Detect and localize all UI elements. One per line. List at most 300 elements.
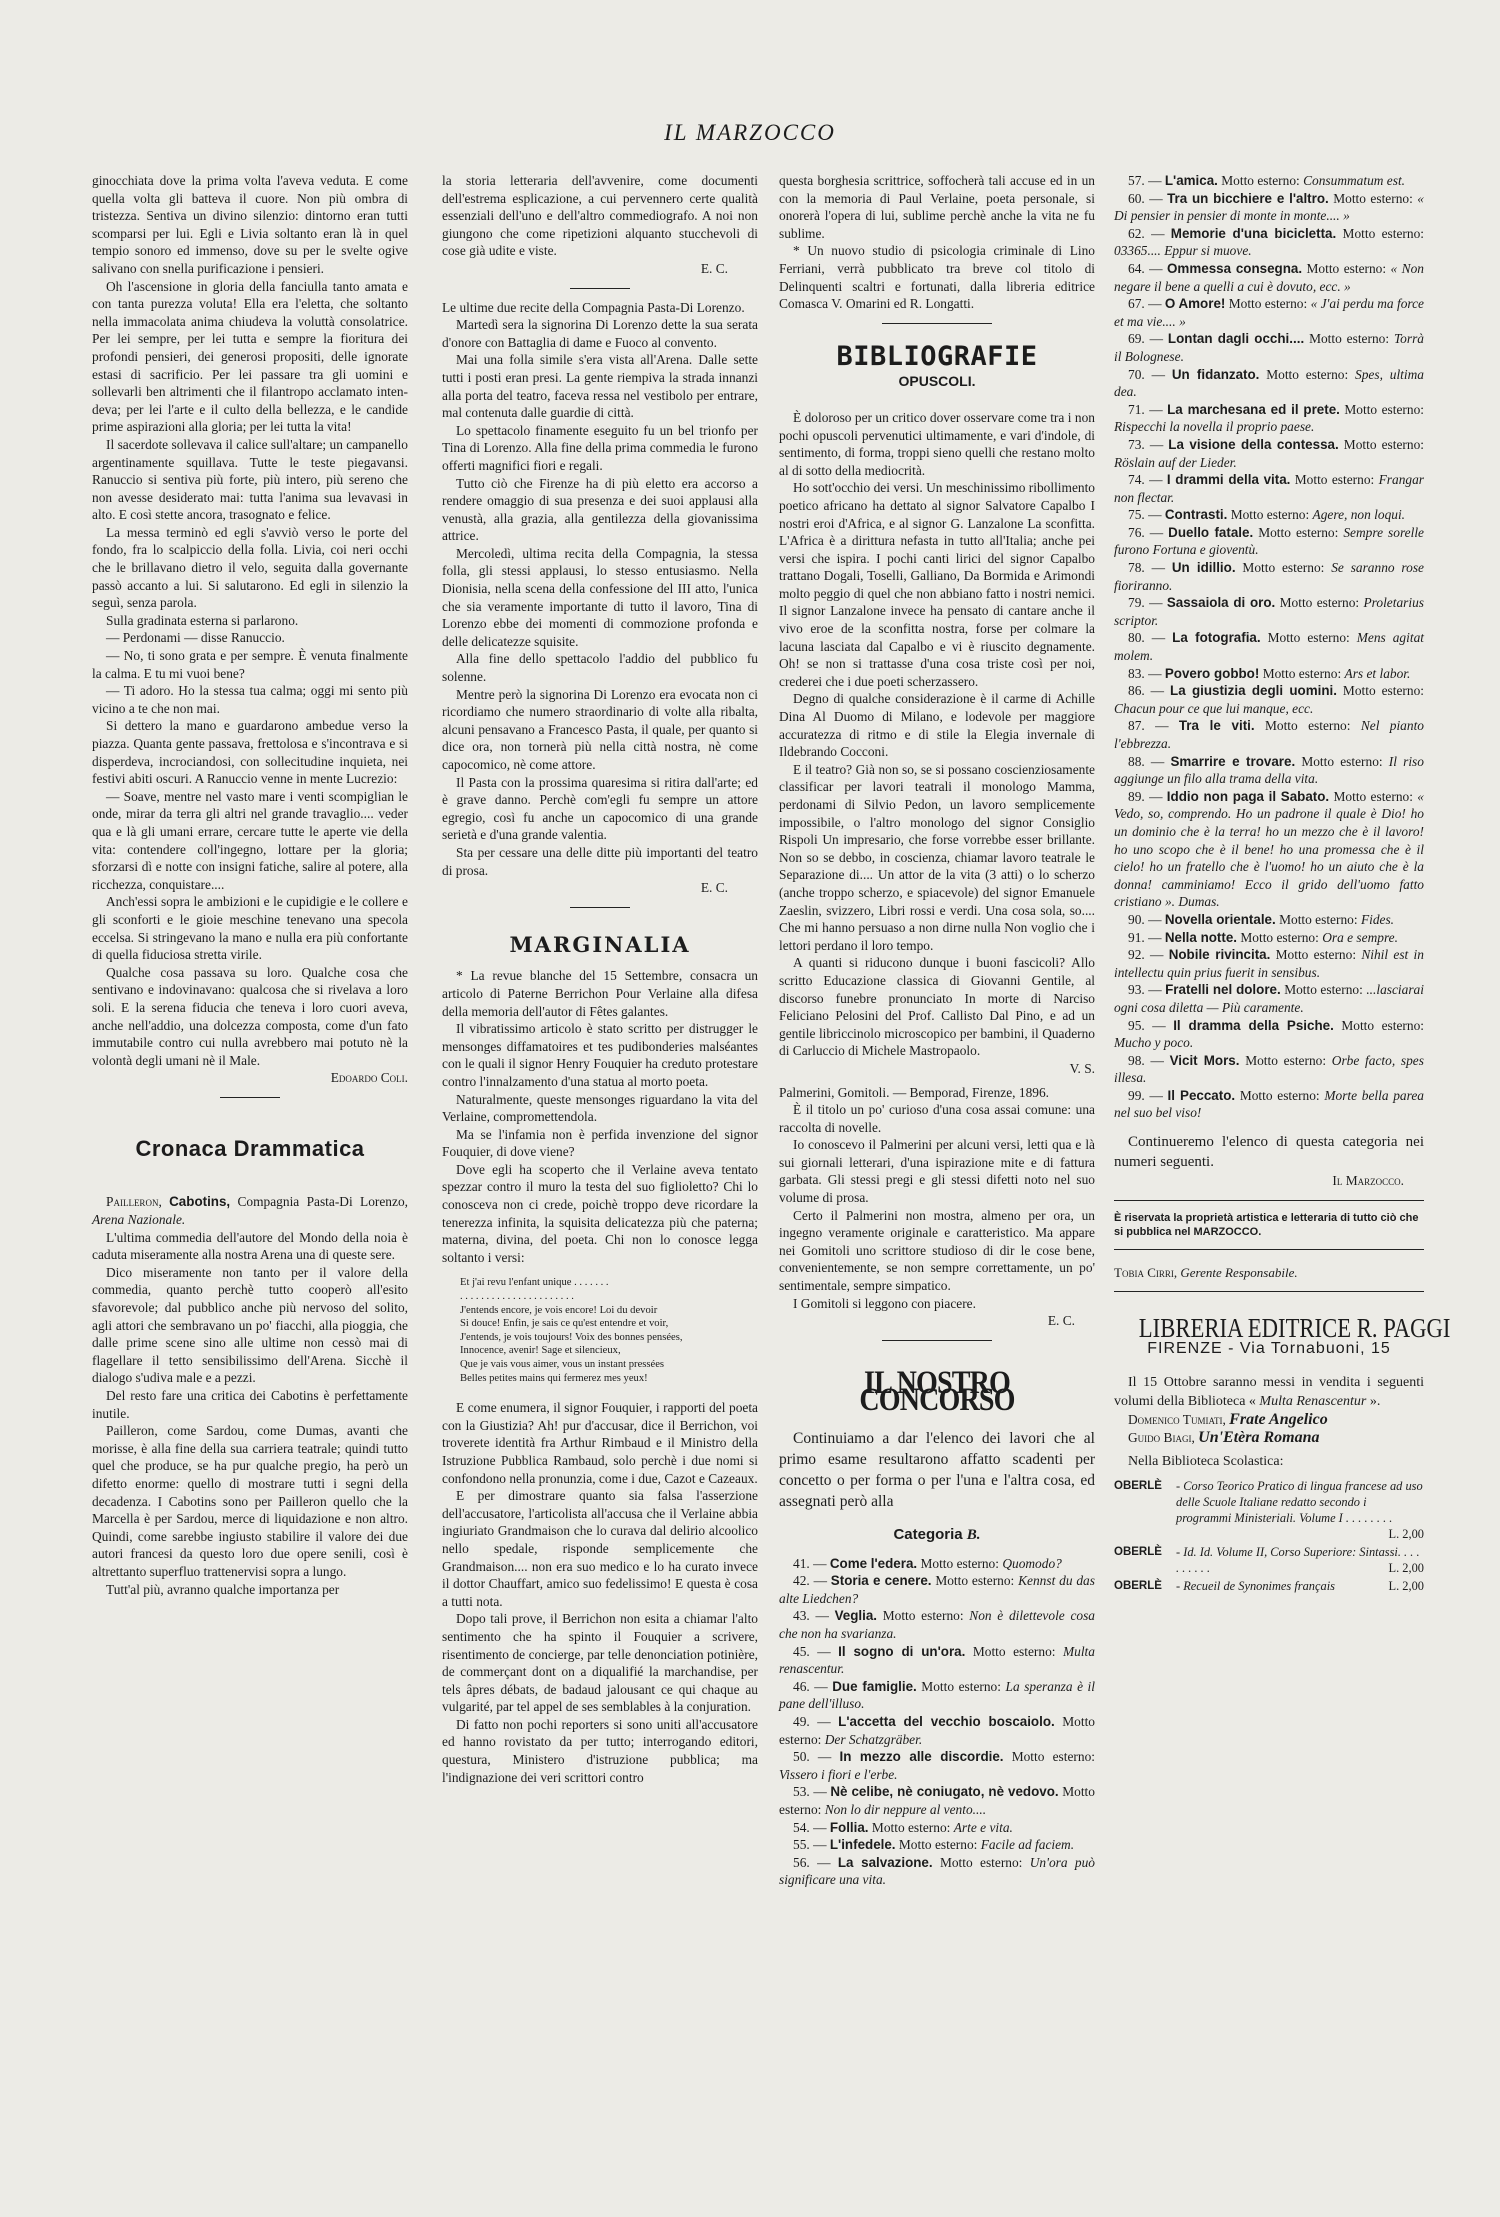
entry-title: Iddio non paga il Sabato. xyxy=(1166,788,1330,804)
entry-motto: Un'ora può significare una vita. xyxy=(779,1854,1095,1888)
entry-title: Il sogno di un'ora. xyxy=(838,1643,966,1659)
entry-motto-label: Motto esterno: xyxy=(1333,788,1413,804)
palmerini-heading: Palmerini, Gomitoli. — Bemporad, Firenze, 1896. xyxy=(779,1084,1050,1100)
entry-motto: 03365.... Eppur si muove. xyxy=(1114,243,1252,259)
entry-motto-label: Motto esterno: xyxy=(1228,296,1308,312)
concorso-entry: 75. — Contrasti. Motto esterno: Agere, non loqui. xyxy=(1128,507,1406,523)
entry-motto: Ora e sempre. xyxy=(1322,929,1398,945)
entry-motto: Facile ad faciem. xyxy=(980,1837,1075,1853)
libreria-series: Multa Renascentur xyxy=(1259,1394,1367,1410)
entry-title: I drammi della vita. xyxy=(1166,472,1291,488)
entry-motto: Orbe facto, spes illesa. xyxy=(1114,1052,1424,1086)
entry-title: Un fidanzato. xyxy=(1171,366,1260,382)
paragraph: Mentre però la signorina Di Lorenzo era evocata non ci ricordiamo che numero straordinario di volte alla ribalta, alcuni pensavano a Francesco Pasta, il quale, per quanto si dice ora, non tornerà più nella città nostra, nè come capocomico, nè come attore. xyxy=(442,686,758,772)
gerente-line xyxy=(1114,1264,1424,1282)
categoria-label: Categoria xyxy=(893,1526,963,1543)
concorso-entry: 86. — La giustizia degli uomini. Motto esterno: Chacun pour ce que lui manque, ecc. xyxy=(1114,683,1424,716)
marginalia-continued xyxy=(779,172,1095,313)
entry-motto: Il riso aggiunge un filo alla trama della vita. xyxy=(1114,753,1424,787)
entry-number: 56. xyxy=(793,1854,810,1870)
entry-motto-label: Motto esterno: xyxy=(1342,683,1424,699)
entry-motto-label: Motto esterno: xyxy=(1245,1052,1327,1068)
categoria-letter: B. xyxy=(966,1527,981,1543)
cronaca-venue: Arena Nazionale. xyxy=(92,1212,186,1228)
entry-motto: Fides. xyxy=(1360,911,1395,927)
entry-motto: Arte e vita. xyxy=(953,1819,1013,1835)
entry-number: 90. xyxy=(1128,911,1145,927)
paragraph: Tutt'al più, avranno qualche importanza per xyxy=(106,1581,340,1597)
entry-number: 42. xyxy=(793,1573,810,1589)
concorso-entry: 78. — Un idillio. Motto esterno: Se saranno rose fioriranno. xyxy=(1114,560,1424,593)
paragraph: Lo spettacolo finamente eseguito fu un bel trionfo per Tina di Lorenzo. Alla fine della prima commedia le furono offerti magnifici fiori e regali. xyxy=(442,422,758,473)
paragraph: E come enumera, il signor Fouquier, i rapporti del poeta con la Giustizia? Ah! pur d'accusar, dice il Berrichon, voi troverete identità fra Arthur Rimbaud e il Ministro della Istruzione Pubblica Rambaud, solo perchè i due nomi si confondono nella pronunzia, come i due, Cazot e Cazeaux. xyxy=(442,1400,758,1486)
entry-title: Storia e cenere. xyxy=(830,1573,932,1589)
paragraph: Tutto ciò che Firenze ha di più eletto era accorso a rendere omaggio di sua presenza e dei suoi applausi alla venustà, alla grazia, alla gentilezza della giovanissima attrice. xyxy=(442,475,758,544)
libreria-intro xyxy=(1114,1373,1424,1411)
author-name: Guido Biagi, xyxy=(1128,1430,1195,1446)
entry-title: Povero gobbo! xyxy=(1164,665,1260,681)
story-signature: Edoardo Coli. xyxy=(330,1070,408,1086)
cronaca-continued xyxy=(442,172,758,260)
book-row xyxy=(1114,1478,1424,1542)
entry-motto-label: Motto esterno: xyxy=(1230,507,1310,523)
paragraph: * Un nuovo studio di psicologia criminale di Lino Ferriani, verrà pubblicato tra breve col titolo di Delinquenti scaltri e fortunati, dalla libreria editrice Comasca V. Omarini ed R. Longatti. xyxy=(779,243,1095,312)
paragraph: La messa terminò ed egli s'avviò verso le porte del fondo, fra lo scalpiccio della folla. Livia, coi neri occhi che le brillavano dietro il velo, seguita dalla governante passò accanto a lui. Si salutarono. Ed egli in silenzio la seguì, senza parola. xyxy=(92,524,408,611)
book-title: - Recueil de Synonimes français xyxy=(1176,1579,1335,1594)
book-announcement-1 xyxy=(1114,1411,1424,1429)
concorso-entry: 71. — La marchesana ed il prete. Motto esterno: Rispecchi la novella il proprio paese. xyxy=(1114,401,1425,435)
book-price: L. 2,00 xyxy=(1388,1579,1424,1594)
entry-number: 50. xyxy=(793,1749,810,1765)
book-row xyxy=(1114,1544,1424,1576)
concorso-entry: 83. — Povero gobbo! Motto esterno: Ars et labor. xyxy=(1128,665,1411,681)
entry-number: 80. xyxy=(1128,630,1145,646)
paragraph: Il vibratissimo articolo è stato scritto per distrugger le mensonges diffamatoires et tes pudibonderies malséantes con le quali il signor Henry Fouquier ha creduto protestare contro l'innalzamento d'una statua al morto poeta. xyxy=(442,1021,758,1089)
cronaca-heading xyxy=(92,1193,408,1228)
entry-motto-label: Motto esterno: xyxy=(1333,190,1413,206)
entry-motto: Nel pianto l'ebbrezza. xyxy=(1114,718,1424,751)
paragraph: Mercoledì, ultima recita della Compagnia, la stessa folla, gli stessi applausi, lo stesso entusiasmo. Nella Dionisia, nella scena della confessione del III atto, l'unica che sia veramente importante di tutto il lavoro, Tina di Lorenzo ebbe dei momenti di commozione profonda e delle delicatezze squisite. xyxy=(442,545,758,649)
entry-motto-label: Motto esterno: xyxy=(972,1643,1056,1659)
entry-number: 64. xyxy=(1128,260,1145,276)
entry-motto-label: Motto esterno: xyxy=(1284,982,1363,998)
entry-motto-label: Motto esterno: xyxy=(935,1573,1015,1589)
concorso-entry: 60. — Tra un bicchiere e l'altro. Motto esterno: « Di pensier in pensier di monte in monte.... » xyxy=(1114,190,1424,224)
paragraph: — Perdonami — disse Ranuccio. xyxy=(106,630,285,646)
entry-number: 41. xyxy=(793,1555,810,1571)
concorso-entry: 79. — Sassaiola di oro. Motto esterno: Proletarius scriptor. xyxy=(1114,595,1424,628)
book-description xyxy=(1176,1578,1424,1594)
entry-title: Novella orientale. xyxy=(1164,911,1276,927)
entry-motto-label: Motto esterno: xyxy=(939,1854,1023,1870)
paragraph: Ho sott'occhio dei versi. Un meschinissimo ribollimento poetico africano ha dettato al signor Salvatore Capalbo I nostri eroi d'Africa, e al signor G. Lanzalone La sconfitta. L'Africa è a dirittura nefasta in tutto all'Italia; anche pei versi che ispira. I pochi canti lirici del signor Capalbo trattano Dogali, Toselli, Galliano, Da Bormida e Arimondi molto peggio di quel che non abbiano fatto i nostri nemici. Il signor Lanzalone invece ha pensato di cantare anche il vivo eroe de la sconfitta nostra, forse per colmare la lacuna lasciata dal Capalbo e vi è riuscito degnamente. Oh! se non si trattasse d'una cosa triste così per noi, crederei che i due poeti scherzassero. xyxy=(779,480,1095,689)
column-1 xyxy=(92,172,408,1598)
entry-motto-label: Motto esterno: xyxy=(1343,436,1424,452)
paragraph: — Soave, mentre nel vasto mare i venti scompiglian le onde, mirar da terra gli altri nel grande travaglio.... veder qua e là gli umani errare, cercare tutte le aperte vie della vita: contendere coll'ingegno, lottare per la gloria; sforzarsi dì e notte con insigni fatiche, salire al potere, alla ricchezza, conquistare.... xyxy=(92,788,408,892)
palmerini-text xyxy=(779,1101,1095,1312)
paragraph: Anch'essi sopra le ambizioni e le cupidigie e le collere e gli sconforti e le gioie meschine tenevano una specola eccelsa. Si stringevano la mano e nulla era più confortante di quella fiduciosa stretta virile. xyxy=(92,894,408,963)
entry-motto-label: Motto esterno: xyxy=(898,1837,978,1853)
entry-motto-label: Motto esterno: xyxy=(1266,366,1349,382)
paragraph: A quanti si riducono dunque i buoni fascicoli? Allo scritto Educazione classica di Giovanni Gentile, al discorso funebre pronunciato In morte di Narciso Feliciano Pelosini del Prof. Callisto Dal Pino, e ad un gentile libriccinolo microscopico per bambini, il Quaderno di Carluccio di Michele Mastropaolo. xyxy=(779,955,1095,1059)
poem-line: Et j'ai revu l'enfant unique . . . . . . . xyxy=(460,1277,609,1289)
column-4 xyxy=(1114,172,1451,1596)
entry-number: 99. xyxy=(1128,1087,1145,1103)
entry-number: 53. xyxy=(793,1784,810,1800)
paragraph: Martedì sera la signorina Di Lorenzo dette la sua serata d'onore con Battaglia di dame e Fuoco al convento. xyxy=(442,317,758,350)
concorso-intro: Continuiamo a dar l'elenco dei lavori che al primo esame resultarono affatto scadenti per concetto o per forma o per l'una e l'altra cosa, ed assegnati però alla xyxy=(779,1430,1095,1510)
concorso-entry: 76. — Duello fatale. Motto esterno: Sempre sorelle furono Fortuna e gioventù. xyxy=(1114,524,1424,558)
concorso-entry: 62. — Memorie d'una bicicletta. Motto esterno: 03365.... Eppur si muove. xyxy=(1114,225,1424,259)
divider xyxy=(220,1097,280,1098)
concorso-entry: 70. — Un fidanzato. Motto esterno: Spes, ultima dea. xyxy=(1114,366,1424,400)
entry-motto-label: Motto esterno: xyxy=(1306,260,1387,276)
libreria-address: FIRENZE - Via Tornabuoni, 15 xyxy=(1147,1339,1391,1357)
entry-motto: Chacun pour ce que lui manque, ecc. xyxy=(1114,700,1314,716)
divider xyxy=(882,323,992,324)
cronaca-author: Pailleron, xyxy=(106,1194,162,1210)
entry-title: L'accetta del vecchio boscaiolo. xyxy=(838,1713,1055,1729)
entry-number: 78. xyxy=(1128,560,1145,576)
entry-motto: Frangar non flectar. xyxy=(1114,472,1424,505)
entry-motto-label: Motto esterno: xyxy=(920,1555,999,1571)
entry-number: 98. xyxy=(1128,1052,1145,1068)
concorso-entry: 46. — Due famiglie. Motto esterno: La speranza è il pane dell'illuso. xyxy=(779,1678,1096,1712)
paragraph: Degno di qualche considerazione è il carme di Achille Dina Al Duomo di Milano, e lodevole per maggiore accuratezza di ritmo e di stile la Elegia invernale di Ildebrando Cocconi. xyxy=(779,691,1095,760)
concorso-entries-continued xyxy=(1114,172,1424,1122)
entry-title: Memorie d'una bicicletta. xyxy=(1170,225,1337,241)
concorso-entry: 98. — Vicit Mors. Motto esterno: Orbe facto, spes illesa. xyxy=(1114,1052,1424,1086)
entry-title: La giustizia degli uomini. xyxy=(1170,683,1337,699)
entry-number: 87. xyxy=(1128,718,1145,734)
concorso-entry: 88. — Smarrire e trovare. Motto esterno: Il riso aggiunge un filo alla trama della vita. xyxy=(1114,753,1424,787)
entry-motto: Rispecchi la novella il proprio paese. xyxy=(1114,419,1315,435)
entry-number: 57. xyxy=(1128,173,1145,188)
paragraph: Dico miseramente non tanto per il valore della commedia, quanto perchè tutto cooperò all'esito sfavorevole; dal pubblico anche più nervoso del solito, agli attori che sembravano un po' fiacchi, alla pioggia, che dalle prime scene sino alle ultime non cessò mai di flagellare il tetto sensibilissimo dell'Arena. Sicchè il dialogo s'udiva male e a pezzi. xyxy=(92,1264,408,1386)
work-title: Frate Angelico xyxy=(1229,1411,1328,1429)
signature: E. C. xyxy=(700,880,728,896)
paragraph: Dopo tali prove, il Berrichon non esita a chiamar l'alto sentimento che ha spinto il Fouquier a scrivere, risentimento de concierge, par telle denonciation potinière, de commerçant dont on a diqualifié la marchandise, per tels âpres débats, de badaud jalousant ce qui chaque au vulgarité, par tel appel de ses semblables à la conjuration. xyxy=(442,1611,758,1715)
paragraph: Si dettero la mano e guardarono ambedue verso la piazza. Quanta gente passava, frettolosa e s'incontrava e si disperdeva, incrociandosi, con sollecitudine inquieta, nei festivi abiti oscuri. A Ranuccio venne in mente Lucrezio: xyxy=(92,718,408,787)
entry-motto: Multa renascentur. xyxy=(779,1643,1095,1677)
book-author: OBERLÈ xyxy=(1114,1480,1162,1493)
concorso-entry: 80. — La fotografia. Motto esterno: Mens agitat molem. xyxy=(1114,630,1424,664)
entry-title: Due famiglie. xyxy=(832,1678,917,1694)
entry-motto-label: Motto esterno: xyxy=(1301,753,1383,769)
concorso-entry: 56. — La salvazione. Motto esterno: Un'ora può significare una vita. xyxy=(779,1854,1095,1888)
entry-motto-label: Motto esterno: xyxy=(779,1713,1095,1747)
poem-quote xyxy=(460,1276,758,1385)
paragraph: la storia letteraria dell'avvenire, come documenti dell'estrema esplicazione, a cui pervennero certe qualità essenziali dell'uno e dell'altro commediografo. A noi non giungono che come ripetizioni alquanto stucchevoli di cose già udite e viste. xyxy=(442,173,758,259)
entry-number: 70. xyxy=(1128,366,1145,382)
author-name: Domenico Tumiati, xyxy=(1128,1412,1226,1428)
entry-motto: « Di pensier in pensier di monte in monte.... » xyxy=(1114,190,1424,224)
copyright-notice: È riservata la proprietà artistica e letteraria di tutto ciò che si pubblica nel MARZOCCO. xyxy=(1114,1211,1419,1238)
masthead: IL MARZOCCO xyxy=(664,120,836,145)
book-title: - Corso Teorico Pratico di lingua francese ad uso delle Scuole Italiane redatto secondo i programmi Ministeriali. Volume I . . . . . . . . xyxy=(1176,1479,1423,1526)
entry-title: Il Peccato. xyxy=(1167,1087,1236,1103)
paragraph: Io conoscevo il Palmerini per alcuni versi, letti qua e là sui giornali letterari, d'una ispirazione mite e di fattura garbata. Gli stessi pregi e gli stessi difetti noto nel suo volume di prosa. xyxy=(779,1137,1095,1206)
concorso-entry: 74. — I drammi della vita. Motto esterno: Frangar non flectar. xyxy=(1114,472,1424,505)
poem-line: Si douce! Enfin, je sais ce qu'est entendre et voir, xyxy=(460,1318,669,1330)
entry-motto-label: Motto esterno: xyxy=(1294,472,1375,488)
paragraph: * La revue blanche del 15 Settembre, consacra un articolo di Paterne Berrichon Pour Verlaine alla difesa della memoria dell'autor di Fêtes galantes. xyxy=(442,968,758,1019)
libreria-title: LIBRERIA EDITRICE R. PAGGI xyxy=(1138,1313,1451,1344)
book-price: L. 2,00 xyxy=(1388,1527,1424,1542)
libreria-intro-text: Il 15 Ottobre saranno messi in vendita i seguenti volumi della Biblioteca « xyxy=(1114,1375,1424,1410)
entry-number: 45. xyxy=(793,1643,810,1659)
divider xyxy=(570,907,630,908)
entry-motto: Torrà il Bolognese. xyxy=(1114,331,1424,364)
paragraph: — No, ti sono grata e per sempre. È venuta finalmente la calma. E tu mi vuoi bene? xyxy=(92,648,408,681)
entry-motto: Sempre sorelle furono Fortuna e gioventù. xyxy=(1114,524,1424,558)
paragraph: Alla fine dello spettacolo l'addio del pubblico fu solenne. xyxy=(442,651,758,685)
signature: V. S. xyxy=(1069,1060,1095,1076)
entry-number: 54. xyxy=(793,1819,810,1835)
concorso-entry: 69. — Lontan dagli occhi.... Motto esterno: Torrà il Bolognese. xyxy=(1114,331,1424,364)
entry-title: Smarrire e trovare. xyxy=(1170,753,1296,769)
entry-motto-label: Motto esterno: xyxy=(1309,331,1390,347)
entry-title: La fotografia. xyxy=(1172,630,1261,646)
book-description xyxy=(1176,1544,1424,1576)
paragraph: — Ti adoro. Ho la stessa tua calma; oggi mi sento più vicino a te che non mai. xyxy=(92,683,408,716)
entry-number: 60. xyxy=(1128,190,1145,206)
opuscoli-subtitle: OPUSCOLI. xyxy=(898,373,976,390)
entry-motto-label: Motto esterno: xyxy=(1011,1749,1095,1765)
concorso-entry: 41. — Come l'edera. Motto esterno: Quomodo? xyxy=(793,1555,1062,1571)
paragraph: Certo il Palmerini non mostra, almeno per ora, un ingegno veramente originale e caratteristico. Ma appare nei Gomitoli uno scrittore studioso di dir le cose bene, convenientemente, se non sempre correttamente, un po' sentimentale, sempre simpatico. xyxy=(779,1207,1095,1294)
marginalia-text-2 xyxy=(442,1399,758,1786)
entry-title: L'amica. xyxy=(1164,173,1218,188)
entry-title: Ommessa consegna. xyxy=(1167,260,1303,276)
entry-motto-label: Motto esterno: xyxy=(1275,947,1357,963)
concorso-entry: 90. — Novella orientale. Motto esterno: Fides. xyxy=(1128,911,1395,927)
entry-number: 83. xyxy=(1128,665,1145,681)
entry-motto: Agere, non loqui. xyxy=(1312,507,1406,523)
entry-motto-label: Motto esterno: xyxy=(1279,911,1358,927)
concorso-entry: 95. — Il dramma della Psiche. Motto esterno: Mucho y poco. xyxy=(1114,1017,1424,1051)
entry-motto-label: Motto esterno: xyxy=(1262,665,1342,681)
entry-number: 86. xyxy=(1128,683,1145,699)
entry-motto: Spes, ultima dea. xyxy=(1114,366,1424,400)
concorso-entry: 89. — Iddio non paga il Sabato. Motto esterno: « Vedo, so, comprendo. Ho un padrone il quale è Dio! ho un dominio che è la terra! ho un mezzo che è il lavoro! ho uno scopo che è il bene! ho una promessa che è il cielo! ho un fratello che è l'uomo! ho un aiuto che è la donna! camminiamo! Ecco il grido dell'uomo fatto cristiano ». Dumas. xyxy=(1114,788,1424,910)
book-title: - Id. Id. Volume II, Corso Superiore: Sintassi. . . . . . . . . . xyxy=(1176,1545,1420,1576)
entry-motto-label: Motto esterno: xyxy=(882,1608,964,1624)
entry-title: Il dramma della Psiche. xyxy=(1173,1017,1334,1033)
entry-motto: Consummatum est. xyxy=(1303,173,1406,188)
paragraph: Sulla gradinata esterna si parlarono. xyxy=(106,612,299,628)
entry-number: 67. xyxy=(1128,296,1145,312)
entry-motto-label: Motto esterno: xyxy=(779,1784,1095,1817)
entry-motto: « Vedo, so, comprendo. Ho un padrone il quale è Dio! ho un dominio che è la terra! ho un mezzo che è il lavoro! ho uno scopo che è il bene! ho una promessa che è il cielo! ho un fratello che è l'uomo! ho un aiuto che è la donna! camminiamo! Ecco il grido dell'uomo fatto cristiano ». Dumas. xyxy=(1114,788,1424,910)
paragraph: Qualche cosa passava su loro. Qualche cosa che sentivano e indovinavano: qualcosa che si rivelava a loro soli. E la serena fiducia che teneva i loro cuori aveva, anche nell'addio, una dolcezza composta, come d'un fato immutabile contro cui nulla avrebbero mai potuto nè la volontà degli umani nè il Male. xyxy=(92,964,408,1068)
entry-motto-label: Motto esterno: xyxy=(1264,718,1351,734)
poem-line: J'entends, je vois toujours! Voix des bonnes pensées, xyxy=(460,1331,683,1343)
bibliografie-text xyxy=(779,409,1095,1060)
paragraph: ginocchiata dove la prima volta l'aveva veduta. E come quella volta gli batteva il cuore. Non più ombra di tristezza. Sentiva un divino silenzio: dintorno eran tutti scomparsi per lui. Egli e Livia soltanto eran là in quel tempio sonoro ed immenso, dove su per le svelte ogive salivano con snella purificazione i pensieri. xyxy=(92,173,408,276)
paragraph: Naturalmente, queste mensonges riguardano la vita del Verlaine, compromettendola. xyxy=(442,1091,758,1125)
paragraph: Dove egli ha scoperto che il Verlaine aveva tentato spezzar contro il muro la testa del suo figlioletto? Chi lo conosceva non ci crede, poichè troppo deve ricordare la tenerezza infinita, la squisita delicatezza più che paterna; materna, divina, del poeta. Chi non lo conosce legga soltanto i versi: xyxy=(442,1161,758,1265)
entry-motto: Non lo dir neppure al vento.... xyxy=(824,1801,987,1817)
book-list xyxy=(1114,1478,1424,1594)
concorso-entry: 54. — Follia. Motto esterno: Arte e vita. xyxy=(793,1819,1013,1835)
cronaca-title: Cronaca Drammatica xyxy=(135,1135,365,1161)
entry-number: 43. xyxy=(793,1608,810,1624)
book-row xyxy=(1114,1578,1424,1594)
concorso-entry: 99. — Il Peccato. Motto esterno: Morte bella parea nel suo bel viso! xyxy=(1114,1087,1424,1121)
entry-number: 75. xyxy=(1128,507,1145,523)
entry-number: 55. xyxy=(793,1837,810,1853)
categoria-heading xyxy=(779,1526,1095,1545)
paragraph: I Gomitoli si leggono con piacere. xyxy=(793,1295,976,1311)
entry-number: 74. xyxy=(1128,472,1145,488)
entry-title: In mezzo alle discordie. xyxy=(839,1749,1004,1765)
concorso-entry: 53. — Nè celibe, nè coniugato, nè vedovo. Motto esterno: Non lo dir neppure al vento.... xyxy=(779,1784,1095,1817)
paragraph: Il Pasta con la prossima quaresima si ritira dall'arte; ed è grave danno. Perchè com'egli fu sempre un attore egregio, così fu anche un capocomico di una grande serietà e d'una grande valentia. xyxy=(442,774,758,843)
entry-title: Nè celibe, nè coniugato, nè vedovo. xyxy=(830,1784,1059,1800)
entry-title: Nella notte. xyxy=(1164,929,1238,945)
poem-line: Belles petites mains qui fermerez mes yeux! xyxy=(460,1372,648,1384)
signature: E. C. xyxy=(1047,1313,1075,1329)
bibliografie-title: BIBLIOGRAFIE xyxy=(836,340,1038,372)
entry-title: Lontan dagli occhi.... xyxy=(1167,331,1305,347)
entry-title: Nobile rivincita. xyxy=(1168,947,1271,963)
divider xyxy=(882,1340,992,1341)
concorso-entry: 67. — O Amore! Motto esterno: « J'ai perdu ma force et ma vie.... » xyxy=(1114,296,1424,329)
work-title: Un'Etèra Romana xyxy=(1198,1429,1320,1447)
libreria-intro-end: ». xyxy=(1369,1394,1381,1410)
entry-number: 91. xyxy=(1128,929,1145,945)
entry-number: 92. xyxy=(1128,947,1145,963)
entry-motto: Ars et labor. xyxy=(1344,665,1411,681)
entry-motto: Mucho y poco. xyxy=(1114,1035,1194,1051)
cronaca-play-title: Cabotins, xyxy=(169,1194,231,1210)
entry-title: La marchesana ed il prete. xyxy=(1167,401,1340,417)
entry-number: 73. xyxy=(1128,436,1145,452)
paragraph: Ma se l'infamia non è perfida invenzione del signor Fouquier, di dove viene? xyxy=(442,1126,758,1160)
entry-motto-label: Motto esterno: xyxy=(1258,524,1339,540)
paragraph: L'ultima commedia dell'autore del Mondo della noia è caduta miseramente alla nostra Arena una di queste sere. xyxy=(92,1229,408,1263)
paragraph: questa borghesia scrittrice, soffocherà tali accuse ed in un con la memoria di Paul Verlaine, poeta personale, si onorerà l'opera di lui, sublime perchè anche la vita ne fu sublime. xyxy=(779,173,1095,241)
concorso-entry: 91. — Nella notte. Motto esterno: Ora e sempre. xyxy=(1128,929,1398,945)
entry-number: 88. xyxy=(1128,753,1145,769)
paragraph: Oh l'ascensione in gloria della fanciulla tanto amata e con tanta purezza voluta! Ella era l'eletta, che soltanto nella immacolata anima chiudeva la voluttà consolatrice. Per lei sempre, per lei tutta e sempre la fioritura dei profondi pensieri, dei generosi propositi, delle ignorate estasi di sacrificio. Per lei passare tra gli uomini e sollevarli ben altrimenti che il filantropo acclamato intendeva; per lei l'arte e il culto della bellezza, e le candide prime aspirazioni alla gloria; per lei tutta la vita! xyxy=(92,278,408,435)
entry-title: Un idillio. xyxy=(1171,560,1236,576)
paragraph: Del resto fare una critica dei Cabotins è perfettamente inutile. xyxy=(92,1388,408,1421)
entry-motto: Proletarius scriptor. xyxy=(1114,595,1424,628)
recite-heading: Le ultime due recite della Compagnia Pasta-Di Lorenzo. xyxy=(442,299,745,315)
recite-text xyxy=(442,316,758,879)
entry-number: 89. xyxy=(1128,788,1145,804)
poem-line: . . . . . . . . . . . . . . . . . . . . . . xyxy=(460,1291,574,1303)
entry-motto-label: Motto esterno: xyxy=(1279,595,1360,611)
entry-motto: Non è dilettevole cosa che non ha svarianza. xyxy=(779,1608,1095,1641)
divider xyxy=(1114,1291,1424,1292)
concorso-entry: 45. — Il sogno di un'ora. Motto esterno: Multa renascentur. xyxy=(779,1643,1095,1677)
entry-title: Duello fatale. xyxy=(1168,524,1254,540)
entry-number: 76. xyxy=(1128,524,1145,540)
concorso-entry: 43. — Veglia. Motto esterno: Non è dilettevole cosa che non ha svarianza. xyxy=(779,1608,1095,1641)
book-author: OBERLÈ xyxy=(1114,1546,1162,1559)
entry-title: Vicit Mors. xyxy=(1169,1052,1240,1068)
column-3 xyxy=(779,172,1095,1889)
entry-title: O Amore! xyxy=(1164,296,1226,312)
concorso-entry: 49. — L'accetta del vecchio boscaiolo. Motto esterno: Der Schatzgräber. xyxy=(779,1713,1095,1747)
gerente-name: Tobia Cirri, xyxy=(1114,1264,1178,1280)
story-text xyxy=(92,172,408,1069)
entry-motto: Morte bella parea nel suo bel viso! xyxy=(1114,1087,1424,1121)
entry-title: Veglia. xyxy=(834,1608,877,1624)
entry-motto: Kennst du das alte Liedchen? xyxy=(779,1573,1095,1606)
book-price: L. 2,00 xyxy=(1388,1561,1424,1576)
scolastica-heading: Nella Biblioteca Scolastica: xyxy=(1128,1453,1284,1469)
entry-title: Fratelli nel dolore. xyxy=(1165,982,1281,998)
entry-number: 69. xyxy=(1128,331,1145,347)
entry-motto-label: Motto esterno: xyxy=(1267,630,1350,646)
entry-title: L'infedele. xyxy=(829,1837,896,1853)
entry-motto-label: Motto esterno: xyxy=(1341,1017,1424,1033)
entry-motto-label: Motto esterno: xyxy=(1344,401,1425,417)
entry-number: 95. xyxy=(1128,1017,1145,1033)
concorso-closing: Continueremo l'elenco di questa categoria nei numeri seguenti. xyxy=(1114,1134,1424,1171)
concorso-entry: 87. — Tra le viti. Motto esterno: Nel pianto l'ebbrezza. xyxy=(1114,718,1424,751)
cronaca-text xyxy=(92,1229,408,1598)
concorso-entry: 64. — Ommessa consegna. Motto esterno: « Non negare il bene a quelli a cui è dovuto, ecc. » xyxy=(1114,260,1424,294)
paragraph: E il teatro? Già non so, se si possano coscienziosamente classificar per lavori teatrali il monologo Mamma, perdonami di Silvio Pedon, un lavoro semplicemente impossibile, o l'altro monologo del signor Consiglio Rispoli Un impresario, che forse vorrebbe esser brillante. Non so se debbo, in coscienza, chiamar lavoro teatrale le Separazione di.... Un attor de la vita (3 atti) o lo scherzo (anche troppo scherzo, e spiacevole) del signor Emanuele Zaeslin, svizzero, Libri rossi e verdi. Una cosa sola, so.... Che mi hanno persuaso a non dirne nulla Non voglio che i lettori perdano il loro tempo. xyxy=(779,761,1095,953)
paragraph: Il sacerdote sollevava il calice sull'altare; un campanello argentinamente squillava. Tutte le teste piegavansi. Ranuccio si sentiva più forte, più intero, più sereno che non avesse desiderato mai: tutta l'anima sua levavasi in alto. E così stette ancora, trasognato e felice. xyxy=(92,436,408,523)
paragraph: Pailleron, come Sardou, come Dumas, avanti che morisse, è alla fine della sua carriera teatrale; quindi tutto quel che produce, se ha pur qualche pregio, ha però un difetto enorme: quello di mostrare tutti i segni della decadenza. I Cabotins sono per Pailleron quello che la Marcella è per Sardou, merce di liquidazione e non altro. Quindi, come sarebbe ingiusto stabilire il valore dei due autori francesi da questo loro due opere senili, così è altrettanto superfluo trattenervisi sopra a lungo. xyxy=(92,1423,408,1579)
concorso-entry: 55. — L'infedele. Motto esterno: Facile ad faciem. xyxy=(793,1837,1075,1853)
paragraph: È il titolo un po' curioso d'una cosa assai comune: una raccolta di novelle. xyxy=(779,1102,1095,1135)
paragraph: Di fatto non pochi reporters si sono uniti all'accusatore ed hanno rovistato da per tutto; interrogando editori, questura, Ministero d'istruzione pubblica; ma l'indignazione dei veri scrittori contro xyxy=(442,1716,758,1785)
concorso-entry: 42. — Storia e cenere. Motto esterno: Kennst du das alte Liedchen? xyxy=(779,1573,1095,1606)
entry-number: 62. xyxy=(1128,225,1145,241)
entry-number: 79. xyxy=(1128,595,1145,611)
entry-motto-label: Motto esterno: xyxy=(1342,225,1424,241)
entry-motto: ...lasciarai ogni cosa diletta — Più caramente. xyxy=(1114,982,1424,1015)
paragraph: Sta per cessare una delle ditte più importanti del teatro di prosa. xyxy=(442,844,758,878)
book-description xyxy=(1176,1478,1424,1542)
concorso-entry: 73. — La visione della contessa. Motto esterno: Röslain auf der Lieder. xyxy=(1114,436,1424,470)
paragraph: È doloroso per un critico dover osservare come tra i non pochi opuscoli pervenutici ultimamente, e vari d'indole, di sentimento, di forma, troppi sieno quelli che restano molto al di sotto della mediocrità. xyxy=(779,409,1095,478)
entry-motto: Röslain auf der Lieder. xyxy=(1114,454,1237,470)
divider xyxy=(570,288,630,289)
entry-number: 93. xyxy=(1128,982,1145,998)
entry-motto-label: Motto esterno: xyxy=(1239,1087,1320,1103)
concorso-signature: Il Marzocco. xyxy=(1332,1173,1404,1189)
concorso-entry: 50. — In mezzo alle discordie. Motto esterno: Vissero i fiori e l'erbe. xyxy=(779,1749,1095,1782)
entry-motto-label: Motto esterno: xyxy=(1221,173,1300,188)
entry-motto: « J'ai perdu ma force et ma vie.... » xyxy=(1114,296,1424,329)
marginalia-title: MARGINALIA xyxy=(509,931,691,957)
entry-title: Follia. xyxy=(829,1819,869,1835)
entry-motto: « Non negare il bene a quelli a cui è dovuto, ecc. » xyxy=(1114,260,1424,294)
entry-title: Tra un bicchiere e l'altro. xyxy=(1167,190,1329,206)
poem-line: Innocence, avenir! Sage et silencieux, xyxy=(460,1345,621,1357)
book-author: OBERLÈ xyxy=(1114,1580,1162,1593)
entry-motto: Mens agitat molem. xyxy=(1114,630,1424,664)
entry-title: La salvazione. xyxy=(837,1854,933,1870)
divider xyxy=(1114,1249,1424,1250)
divider xyxy=(1114,1200,1424,1201)
poem-line: J'entends encore, je vois encore! Loi du devoir xyxy=(460,1304,658,1316)
concorso-entry: 57. — L'amica. Motto esterno: Consummatum est. xyxy=(1128,173,1406,188)
entry-title: Contrasti. xyxy=(1164,507,1228,523)
entry-motto: Se saranno rose fioriranno. xyxy=(1114,560,1424,593)
entry-motto: Quomodo? xyxy=(1002,1555,1062,1571)
entry-motto: La speranza è il pane dell'illuso. xyxy=(779,1678,1096,1712)
entry-motto-label: Motto esterno: xyxy=(871,1819,951,1835)
